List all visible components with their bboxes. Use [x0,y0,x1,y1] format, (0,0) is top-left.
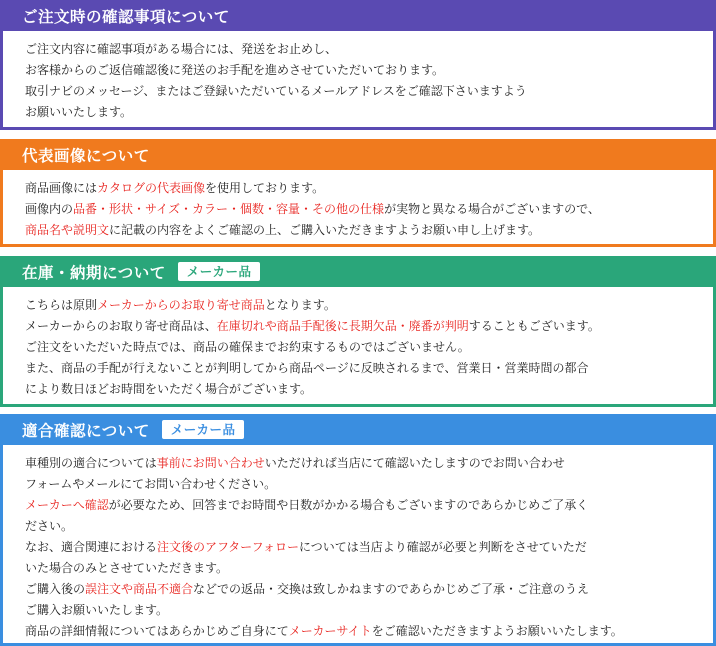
section-fitment-check [0,414,716,646]
body-text: 商品の詳細情報についてはあらかじめご自身にて [25,624,289,638]
section-title: ご注文時の確認事項について [22,7,230,26]
body-text: ご購入お願いいたします。 [25,603,169,617]
body-line [25,60,713,81]
body-line [25,474,713,495]
section-header [0,139,716,170]
section-header [0,0,716,31]
body-text: フォームやメールにてお問い合わせください。 [25,477,277,491]
body-text: お願いいたします。 [25,105,133,119]
body-text: なお、適合関連における [25,540,158,554]
highlight-text: 品番・形状・サイズ・カラー・個数・容量・その他の仕様 [73,202,385,216]
body-text: いただければ当店にて確認いたしますのでお問い合わせ [264,456,565,470]
section-stock-delivery [0,256,716,407]
section-header [0,256,716,287]
body-text: こちらは原則 [25,298,98,312]
body-line [25,81,713,102]
body-line [25,358,713,379]
highlight-text: カタログの代表画像 [97,181,206,195]
body-text: 画像内の [25,202,74,216]
section-body [0,170,716,247]
body-text: が必要なため、回答までお時間や日数がかかる場合もございますのであらかじめご了承く [108,498,589,512]
body-text: などでの返品・交換は致しかねますのであらかじめご了承・ご注意のうえ [193,582,590,596]
body-line [25,102,713,123]
body-line [25,295,713,316]
section-title: 在庫・納期について [22,263,166,282]
body-line [25,337,713,358]
body-line [25,453,713,474]
body-text: をご確認いただきますようお願いいたします。 [371,624,623,638]
body-line [25,178,713,199]
body-line [25,220,713,241]
body-line [25,537,713,558]
body-line [25,600,713,621]
body-text: 車種別の適合については [25,456,157,470]
section-header [0,414,716,445]
maker-product-badge: メーカー品 [162,420,245,439]
body-line [25,379,713,400]
section-body [0,31,716,130]
body-text: することもございます。 [468,319,600,333]
body-text: また、商品の手配が行えないことが判明してから商品ページに反映されるまで、営業日・営業時間の都合 [25,361,589,375]
highlight-text: メーカーからのお取り寄せ商品 [97,298,265,312]
section-representative-image [0,139,716,247]
highlight-text: 商品名や説明文 [25,223,110,237]
highlight-text: 在庫切れや商品手配後に長期欠品・廃番が判明 [216,319,469,333]
body-text: 取引ナビのメッセージ、またはご登録いただいているメールアドレスをご確認下さいますよう [25,84,527,98]
body-text: により数日ほどお時間をいただく場合がございます。 [25,382,313,396]
body-line [25,316,713,337]
body-text: が実物と異なる場合がございますので、 [384,202,600,216]
maker-product-badge: メーカー品 [178,262,261,281]
body-line [25,199,713,220]
body-line [25,516,713,537]
body-line [25,579,713,600]
section-title: 代表画像について [22,146,150,165]
body-text: 商品画像には [25,181,98,195]
section-body [0,287,716,407]
body-line [25,558,713,579]
highlight-text: メーカーへ確認 [25,498,109,512]
body-line [25,39,713,60]
highlight-text: 誤注文や商品不適合 [85,582,194,596]
body-text: については当店より確認が必要と判断をさせていただ [298,540,587,554]
section-body [0,445,716,646]
body-line [25,495,713,516]
body-text: を使用しております。 [205,181,325,195]
body-text: ご購入後の [25,582,86,596]
body-text: ご注文内容に確認事項がある場合には、発送をお止めし、 [25,42,338,56]
highlight-text: 注文後のアフターフォロー [157,540,299,554]
body-text: いた場合のみとさせていただきます。 [25,561,229,575]
body-line [25,621,713,642]
body-text: お客様からのご返信確認後に発送のお手配を進めさせていただいております。 [25,63,445,77]
highlight-text: 事前にお問い合わせ [156,456,265,470]
body-text: となります。 [264,298,336,312]
body-text: ご注文をいただいた時点では、商品の確保までお約束するものではございません。 [25,340,470,354]
body-text: に記載の内容をよくご確認の上、ご購入いただきますようお願い申し上げます。 [109,223,541,237]
section-order-confirmation [0,0,716,130]
body-text: ださい。 [25,519,74,533]
body-text: メーカーからのお取り寄せ商品は、 [25,319,217,333]
section-title: 適合確認について [22,421,150,440]
highlight-text: メーカーサイト [288,624,372,638]
